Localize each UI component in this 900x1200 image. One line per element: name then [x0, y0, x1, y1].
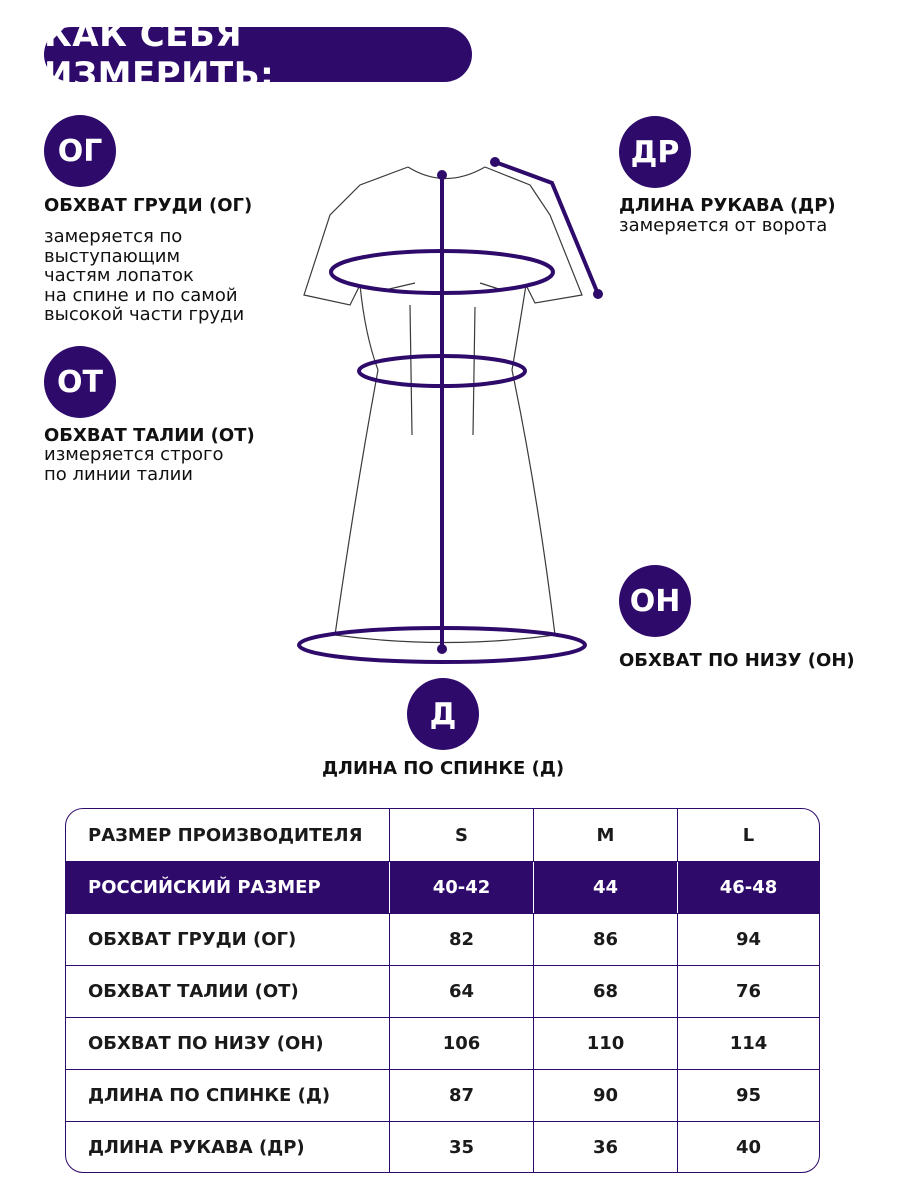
table-header-cell: M [533, 809, 677, 861]
og-desc-line: на спине и по самой [44, 284, 238, 306]
table-header-row [66, 809, 819, 861]
table-cell: 94 [677, 914, 819, 965]
table-cell: ОБХВАТ ПО НИЗУ (ОН) [88, 1033, 324, 1054]
dr-desc-line: замеряется от ворота [619, 215, 828, 236]
table-cell: 40-42 [389, 862, 533, 913]
ot-label: ОБХВАТ ТАЛИИ (ОТ) [44, 425, 255, 446]
ot-desc-line: по линии талии [44, 463, 194, 485]
table-cell: 35 [389, 1122, 533, 1173]
table-cell: ДЛИНА РУКАВА (ДР) [88, 1137, 305, 1158]
ot-description [44, 445, 223, 484]
table-cell: ОБХВАТ ГРУДИ (ОГ) [88, 929, 297, 950]
table-header-cell: РАЗМЕР ПРОИЗВОДИТЕЛЯ [88, 824, 363, 846]
og-badge: ОГ [44, 115, 116, 187]
on-label: ОБХВАТ ПО НИЗУ (ОН) [619, 650, 855, 671]
og-desc-line: выступающим [44, 245, 181, 267]
table-cell: 87 [389, 1070, 533, 1121]
table-cell: 64 [389, 966, 533, 1017]
dr-label: ДЛИНА РУКАВА (ДР) [619, 195, 836, 216]
ot-badge: ОТ [44, 346, 116, 418]
og-desc-line: замеряется по [44, 226, 183, 247]
page-title: КАК СЕБЯ ИЗМЕРИТЬ: [44, 27, 472, 82]
table-cell: 36 [533, 1122, 677, 1173]
measure-lines [299, 162, 598, 662]
table-cell: 44 [533, 862, 677, 913]
table-row [66, 1069, 819, 1121]
on-badge: ОН [619, 565, 691, 637]
ot-desc-line: измеряется строго [44, 444, 224, 465]
table-cell: 68 [533, 966, 677, 1017]
table-cell: 76 [677, 966, 819, 1017]
dress-illustration [290, 145, 620, 665]
og-desc-line: частям лопаток [44, 265, 194, 286]
table-row [66, 913, 819, 965]
table-header-cell: S [389, 809, 533, 861]
table-cell: 95 [677, 1070, 819, 1121]
measure-dots [437, 157, 603, 654]
table-row [66, 1121, 819, 1173]
table-cell: ДЛИНА ПО СПИНКЕ (Д) [88, 1085, 331, 1106]
table-row [66, 965, 819, 1017]
table-cell: ОБХВАТ ТАЛИИ (ОТ) [88, 981, 299, 1002]
dr-description [619, 216, 827, 236]
table-header-cell: L [677, 809, 819, 861]
table-cell: 46-48 [677, 862, 819, 913]
dr-line [495, 162, 598, 294]
table-cell: 110 [533, 1018, 677, 1069]
d-label: ДЛИНА ПО СПИНКЕ (Д) [322, 758, 565, 779]
table-cell: 82 [389, 914, 533, 965]
d-badge: Д [407, 678, 479, 750]
table-cell: 106 [389, 1018, 533, 1069]
og-description [44, 227, 244, 325]
og-label: ОБХВАТ ГРУДИ (ОГ) [44, 195, 253, 216]
table-cell: 114 [677, 1018, 819, 1069]
table-cell: РОССИЙСКИЙ РАЗМЕР [88, 877, 321, 898]
table-cell: 90 [533, 1070, 677, 1121]
size-table [65, 808, 820, 1173]
table-cell: 40 [677, 1122, 819, 1173]
table-row [66, 1017, 819, 1069]
dr-badge: ДР [619, 116, 691, 188]
table-row-russian-size [66, 861, 819, 913]
table-cell: 86 [533, 914, 677, 965]
og-desc-line: высокой части груди [44, 304, 245, 325]
